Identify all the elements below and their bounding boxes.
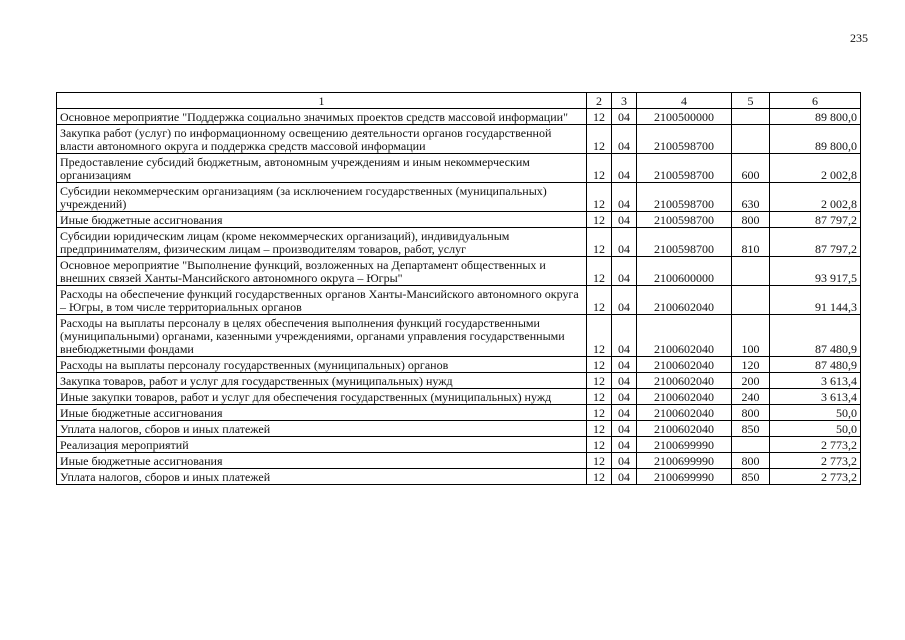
row-section-cell: 12 [587,109,612,125]
row-expense-type-cell: 630 [732,183,770,212]
row-amount-cell: 89 800,0 [770,109,861,125]
row-amount-cell: 3 613,4 [770,389,861,405]
row-target-article-cell: 2100602040 [637,421,732,437]
row-expense-type-cell [732,286,770,315]
table-row [57,212,861,228]
table-row [57,286,861,315]
row-amount-cell: 2 773,2 [770,437,861,453]
row-name-cell: Основное мероприятие "Выполнение функций, возложенных на Департамент общественных и внешних связей Ханты-Мансийского автономного округа – Югры" [57,257,587,286]
row-target-article-cell: 2100699990 [637,437,732,453]
row-target-article-cell: 2100598700 [637,212,732,228]
row-subsection-cell: 04 [612,125,637,154]
table-row [57,154,861,183]
row-name-cell: Основное мероприятие "Поддержка социально значимых проектов средств массовой информации" [57,109,587,125]
row-section-cell: 12 [587,286,612,315]
row-section-cell: 12 [587,405,612,421]
row-subsection-cell: 04 [612,421,637,437]
row-amount-cell: 87 797,2 [770,228,861,257]
row-target-article-cell: 2100598700 [637,228,732,257]
row-subsection-cell: 04 [612,286,637,315]
row-section-cell: 12 [587,228,612,257]
row-section-cell: 12 [587,257,612,286]
table-row [57,125,861,154]
row-expense-type-cell: 120 [732,357,770,373]
row-name-cell: Иные закупки товаров, работ и услуг для обеспечения государственных (муниципальных) нужд [57,389,587,405]
row-section-cell: 12 [587,212,612,228]
row-amount-cell: 3 613,4 [770,373,861,389]
row-subsection-cell: 04 [612,453,637,469]
table-row [57,437,861,453]
row-section-cell: 12 [587,373,612,389]
table-row [57,183,861,212]
header-col-2: 2 [587,93,612,109]
row-target-article-cell: 2100602040 [637,357,732,373]
row-section-cell: 12 [587,389,612,405]
row-section-cell: 12 [587,453,612,469]
table-row [57,228,861,257]
table-row [57,421,861,437]
row-subsection-cell: 04 [612,357,637,373]
row-amount-cell: 2 773,2 [770,453,861,469]
row-amount-cell: 91 144,3 [770,286,861,315]
table-row [57,389,861,405]
row-amount-cell: 93 917,5 [770,257,861,286]
row-section-cell: 12 [587,469,612,485]
table-row [57,469,861,485]
row-target-article-cell: 2100699990 [637,453,732,469]
budget-table [56,92,861,485]
row-target-article-cell: 2100602040 [637,373,732,389]
row-name-cell: Расходы на выплаты персоналу в целях обеспечения выполнения функций государственными (муниципальными) органами, казенными учреждениями, органами управления государственными внебюджетными фондами [57,315,587,357]
row-target-article-cell: 2100602040 [637,286,732,315]
row-section-cell: 12 [587,357,612,373]
row-subsection-cell: 04 [612,109,637,125]
row-subsection-cell: 04 [612,405,637,421]
row-expense-type-cell: 800 [732,405,770,421]
row-target-article-cell: 2100602040 [637,389,732,405]
row-expense-type-cell: 600 [732,154,770,183]
row-section-cell: 12 [587,437,612,453]
row-target-article-cell: 2100600000 [637,257,732,286]
row-expense-type-cell: 800 [732,212,770,228]
row-expense-type-cell: 200 [732,373,770,389]
row-name-cell: Субсидии юридическим лицам (кроме некоммерческих организаций), индивидуальным предпринимателям, физическим лицам – производителям товаров, работ, услуг [57,228,587,257]
row-subsection-cell: 04 [612,183,637,212]
row-expense-type-cell [732,257,770,286]
header-col-5: 5 [732,93,770,109]
row-amount-cell: 87 480,9 [770,357,861,373]
row-name-cell: Закупка работ (услуг) по информационному освещению деятельности органов государственной власти автономного округа и поддержка средств массовой информации [57,125,587,154]
header-col-4: 4 [637,93,732,109]
row-name-cell: Уплата налогов, сборов и иных платежей [57,421,587,437]
row-target-article-cell: 2100598700 [637,154,732,183]
row-expense-type-cell: 240 [732,389,770,405]
row-section-cell: 12 [587,154,612,183]
row-name-cell: Закупка товаров, работ и услуг для государственных (муниципальных) нужд [57,373,587,389]
row-target-article-cell: 2100500000 [637,109,732,125]
row-subsection-cell: 04 [612,212,637,228]
row-expense-type-cell [732,437,770,453]
row-subsection-cell: 04 [612,389,637,405]
row-expense-type-cell: 800 [732,453,770,469]
row-expense-type-cell: 100 [732,315,770,357]
page-number: 235 [850,31,868,45]
row-name-cell: Реализация мероприятий [57,437,587,453]
row-name-cell: Расходы на обеспечение функций государственных органов Ханты-Мансийского автономного округа – Югры, в том числе территориальных органов [57,286,587,315]
header-col-6: 6 [770,93,861,109]
row-section-cell: 12 [587,421,612,437]
row-target-article-cell: 2100598700 [637,125,732,154]
row-subsection-cell: 04 [612,257,637,286]
row-subsection-cell: 04 [612,154,637,183]
row-amount-cell: 2 002,8 [770,183,861,212]
row-subsection-cell: 04 [612,469,637,485]
row-amount-cell: 87 797,2 [770,212,861,228]
row-name-cell: Расходы на выплаты персоналу государственных (муниципальных) органов [57,357,587,373]
row-name-cell: Предоставление субсидий бюджетным, автономным учреждениям и иным некоммерческим организациям [57,154,587,183]
table-row [57,109,861,125]
table-row [57,357,861,373]
row-amount-cell: 2 002,8 [770,154,861,183]
row-name-cell: Иные бюджетные ассигнования [57,453,587,469]
table-row [57,373,861,389]
row-amount-cell: 2 773,2 [770,469,861,485]
table-row [57,405,861,421]
row-name-cell: Субсидии некоммерческим организациям (за исключением государственных (муниципальных) учреждений) [57,183,587,212]
row-expense-type-cell [732,125,770,154]
row-section-cell: 12 [587,315,612,357]
row-target-article-cell: 2100602040 [637,405,732,421]
row-subsection-cell: 04 [612,373,637,389]
row-expense-type-cell: 810 [732,228,770,257]
row-expense-type-cell: 850 [732,469,770,485]
row-target-article-cell: 2100699990 [637,469,732,485]
table-row [57,257,861,286]
table-row [57,315,861,357]
row-subsection-cell: 04 [612,228,637,257]
row-subsection-cell: 04 [612,437,637,453]
table-header-row [57,93,861,109]
row-section-cell: 12 [587,183,612,212]
row-expense-type-cell: 850 [732,421,770,437]
row-name-cell: Иные бюджетные ассигнования [57,405,587,421]
row-name-cell: Уплата налогов, сборов и иных платежей [57,469,587,485]
header-col-1: 1 [57,93,587,109]
row-section-cell: 12 [587,125,612,154]
row-name-cell: Иные бюджетные ассигнования [57,212,587,228]
row-subsection-cell: 04 [612,315,637,357]
row-target-article-cell: 2100598700 [637,183,732,212]
row-expense-type-cell [732,109,770,125]
row-amount-cell: 50,0 [770,421,861,437]
row-amount-cell: 87 480,9 [770,315,861,357]
row-target-article-cell: 2100602040 [637,315,732,357]
header-col-3: 3 [612,93,637,109]
row-amount-cell: 89 800,0 [770,125,861,154]
table-row [57,453,861,469]
row-amount-cell: 50,0 [770,405,861,421]
